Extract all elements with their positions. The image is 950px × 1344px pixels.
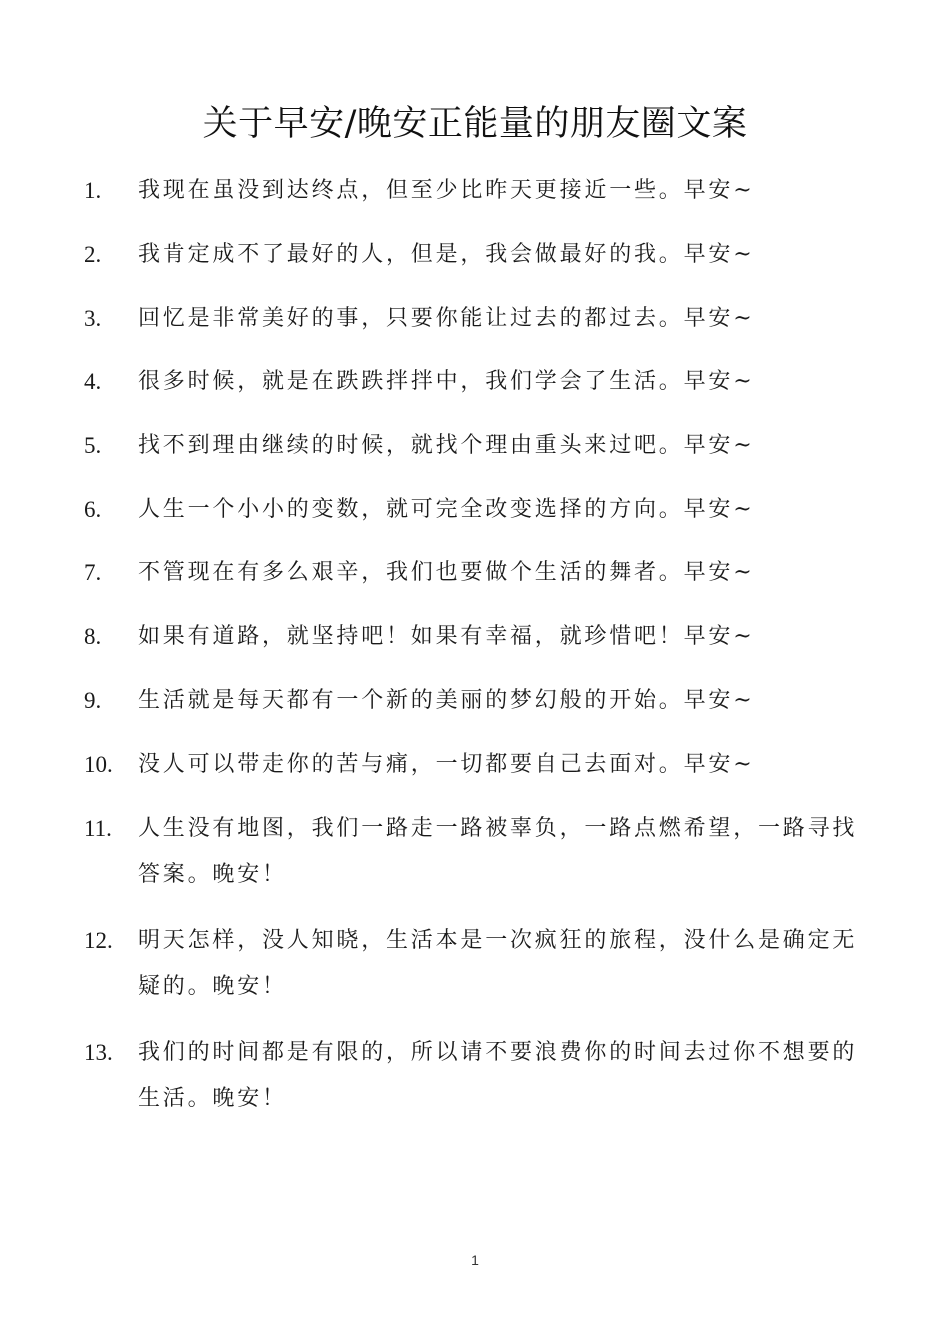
- list-item: [84, 168, 864, 214]
- list-item-number: 12.: [84, 928, 113, 953]
- list-item-number: 3.: [84, 306, 102, 331]
- document-title: 关于早安/晚安正能量的朋友圈文案: [202, 104, 748, 144]
- list-item-number: 4.: [84, 369, 102, 394]
- list-item: [84, 678, 864, 724]
- list-item-number: 2.: [84, 242, 102, 267]
- list-item-number: 5.: [84, 433, 102, 458]
- list-item: [84, 423, 864, 469]
- list-item-text: 明天怎样，没人知晓，生活本是一次疯狂的旅程，没什么是确定无疑的。晚安！: [138, 928, 858, 999]
- list-item: [84, 359, 864, 405]
- list-item-number: 1.: [84, 178, 102, 203]
- list-item: [84, 742, 864, 788]
- list-item: [84, 296, 864, 342]
- list-item-text: 回忆是非常美好的事，只要你能让过去的都过去。早安~: [138, 306, 755, 331]
- list-item-text: 人生一个小小的变数，就可完全改变选择的方向。早安~: [138, 497, 755, 522]
- list-item-text: 如果有道路，就坚持吧！如果有幸福，就珍惜吧！早安~: [138, 624, 755, 649]
- list-item-number: 13.: [84, 1040, 113, 1065]
- list-item-number: 6.: [84, 497, 102, 522]
- list-item: [84, 918, 864, 1010]
- list-item: [84, 232, 864, 278]
- list-item: [84, 487, 864, 533]
- list-item-number: 7.: [84, 560, 102, 585]
- list-item-text: 不管现在有多么艰辛，我们也要做个生活的舞者。早安~: [138, 560, 755, 585]
- list-item-text: 生活就是每天都有一个新的美丽的梦幻般的开始。早安~: [138, 688, 755, 713]
- list-item-text: 我们的时间都是有限的，所以请不要浪费你的时间去过你不想要的生活。晚安！: [138, 1040, 858, 1111]
- list-item: [84, 806, 864, 898]
- list-item: [84, 550, 864, 596]
- list-item-number: 10.: [84, 752, 113, 777]
- list-item-text: 人生没有地图，我们一路走一路被辜负，一路点燃希望，一路寻找答案。晚安！: [138, 816, 858, 887]
- list-item-text: 我现在虽没到达终点，但至少比昨天更接近一些。早安~: [138, 178, 755, 203]
- list-item-number: 8.: [84, 624, 102, 649]
- list-item: [84, 614, 864, 660]
- list-item-text: 很多时候，就是在跌跌拌拌中，我们学会了生活。早安~: [138, 369, 755, 394]
- list-item-number: 11.: [84, 816, 112, 841]
- list-item: [84, 1030, 864, 1122]
- list-item-text: 没人可以带走你的苦与痛，一切都要自己去面对。早安~: [138, 752, 755, 777]
- list-item-number: 9.: [84, 688, 102, 713]
- page-number: 1: [471, 1252, 479, 1268]
- list-item-text: 我肯定成不了最好的人，但是，我会做最好的我。早安~: [138, 242, 755, 267]
- list-item-text: 找不到理由继续的时候，就找个理由重头来过吧。早安~: [138, 433, 755, 458]
